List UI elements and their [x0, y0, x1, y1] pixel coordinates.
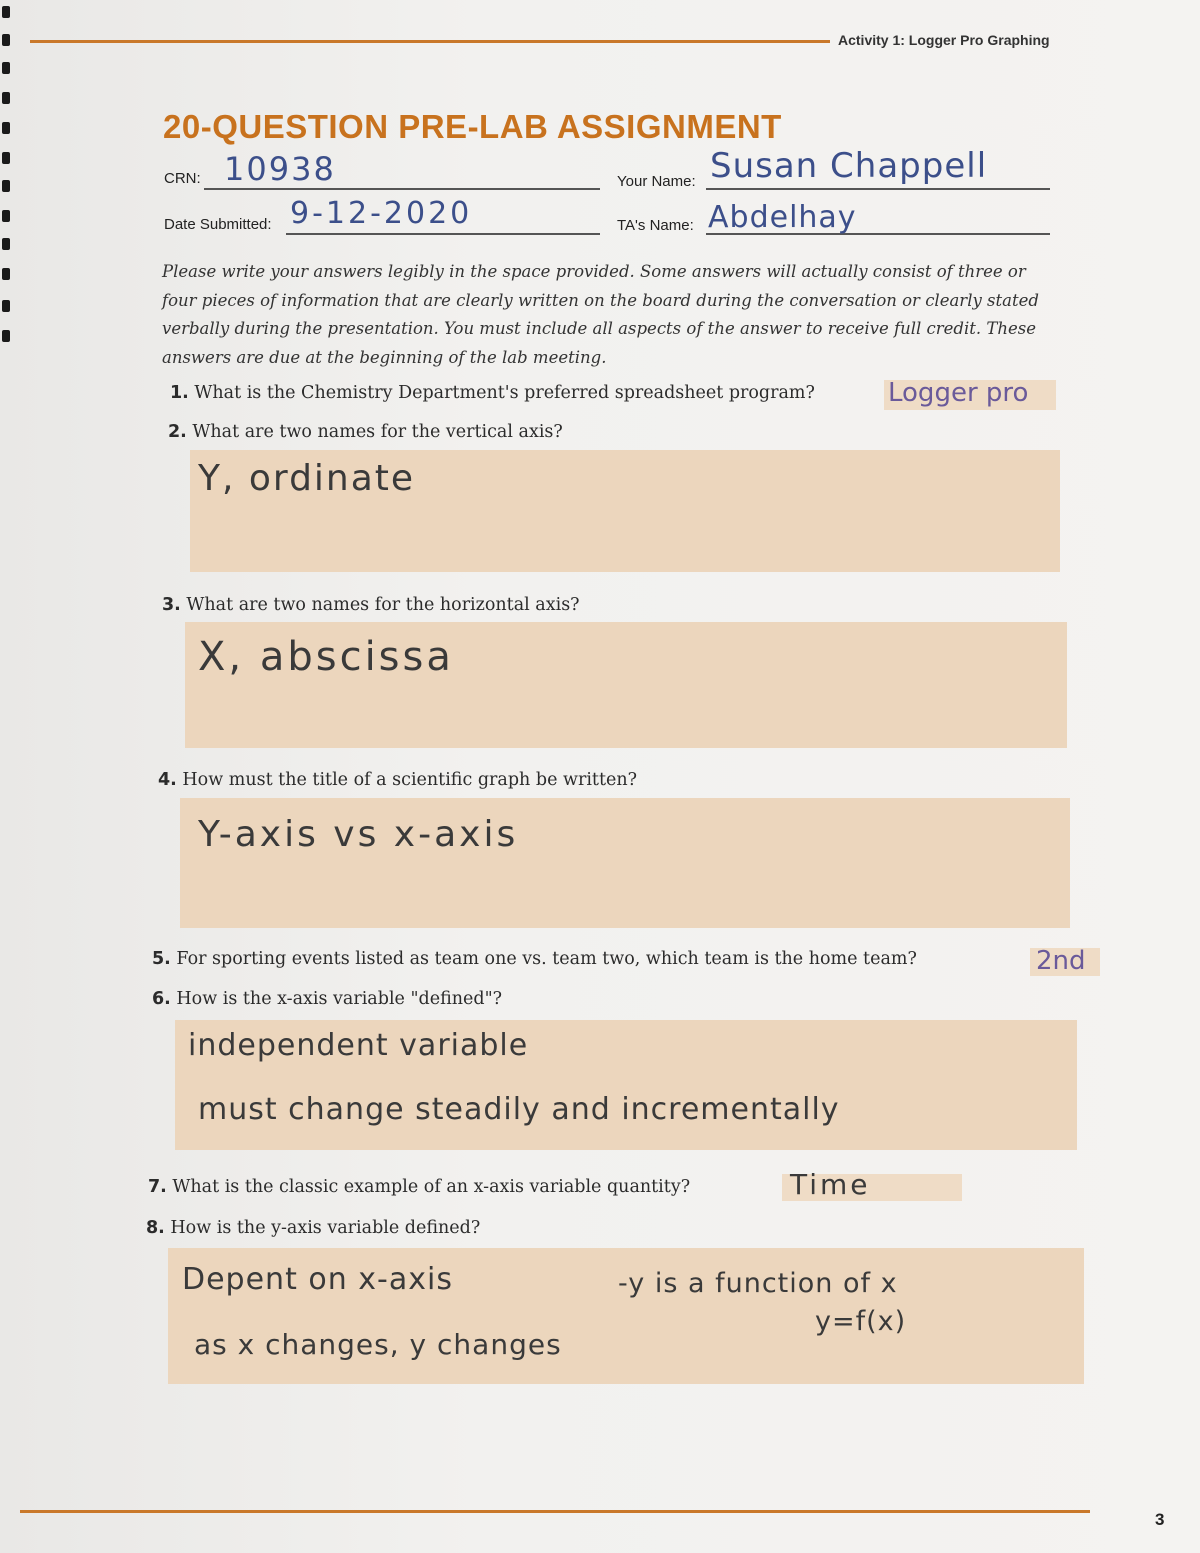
crn-value[interactable]: 10938 — [224, 150, 336, 188]
answer-8-line-3: -y is a function of x — [618, 1268, 898, 1299]
date-label: Date Submitted: — [164, 216, 272, 233]
answer-4: Y-axis vs x-axis — [198, 814, 519, 855]
date-underline — [286, 233, 600, 235]
answer-6-line-1: independent variable — [188, 1028, 529, 1063]
spiral-binding — [0, 0, 30, 400]
page-number: 3 — [1155, 1510, 1165, 1529]
name-underline — [706, 188, 1050, 190]
answer-7: Time — [790, 1168, 871, 1201]
answer-1: Logger pro — [888, 378, 1029, 408]
crn-underline — [204, 188, 600, 190]
question-6: 6. How is the x-axis variable "defined"? — [152, 989, 503, 1009]
answer-5: 2nd — [1036, 946, 1086, 976]
name-label: Your Name: — [617, 173, 696, 190]
header-rule — [30, 40, 830, 43]
running-head: Activity 1: Logger Pro Graphing — [838, 32, 1050, 48]
name-value[interactable]: Susan Chappell — [710, 146, 988, 186]
answer-2: Y, ordinate — [198, 458, 416, 499]
page-title: 20-QUESTION PRE-LAB ASSIGNMENT — [163, 108, 782, 145]
question-3: 3. What are two names for the horizontal axis? — [162, 595, 580, 615]
answer-8-line-2: as x changes, y changes — [194, 1328, 562, 1361]
question-7: 7. What is the classic example of an x-axis variable quantity? — [148, 1177, 691, 1197]
answer-8-line-4: y=f(x) — [815, 1306, 907, 1337]
answer-6-line-2: must change steadily and incrementally — [198, 1092, 840, 1127]
question-4: 4. How must the title of a scientific graph be written? — [158, 770, 638, 790]
ta-label: TA's Name: — [617, 217, 694, 234]
instructions: Please write your answers legibly in the space provided. Some answers will actually consist of three or four pieces of information that are clearly written on the board during the conversation or clearly stated verbally during the presentation. You must include all aspects of the answer to receive full credit. These answers are due at the beginning of the lab meeting. — [162, 262, 1039, 367]
answer-3: X, abscissa — [198, 634, 454, 680]
answer-8-line-1: Depent on x-axis — [182, 1262, 453, 1297]
crn-label: CRN: — [164, 170, 201, 187]
question-5: 5. For sporting events listed as team one vs. team two, which team is the home team? — [152, 949, 917, 969]
question-2: 2. What are two names for the vertical axis? — [168, 422, 563, 442]
question-8: 8. How is the y-axis variable defined? — [146, 1218, 481, 1238]
ta-value[interactable]: Abdelhay — [708, 200, 857, 235]
footer-rule — [20, 1510, 1090, 1513]
date-value[interactable]: 9-12-2020 — [290, 196, 473, 231]
question-1: 1. What is the Chemistry Department's preferred spreadsheet program? — [170, 383, 815, 403]
